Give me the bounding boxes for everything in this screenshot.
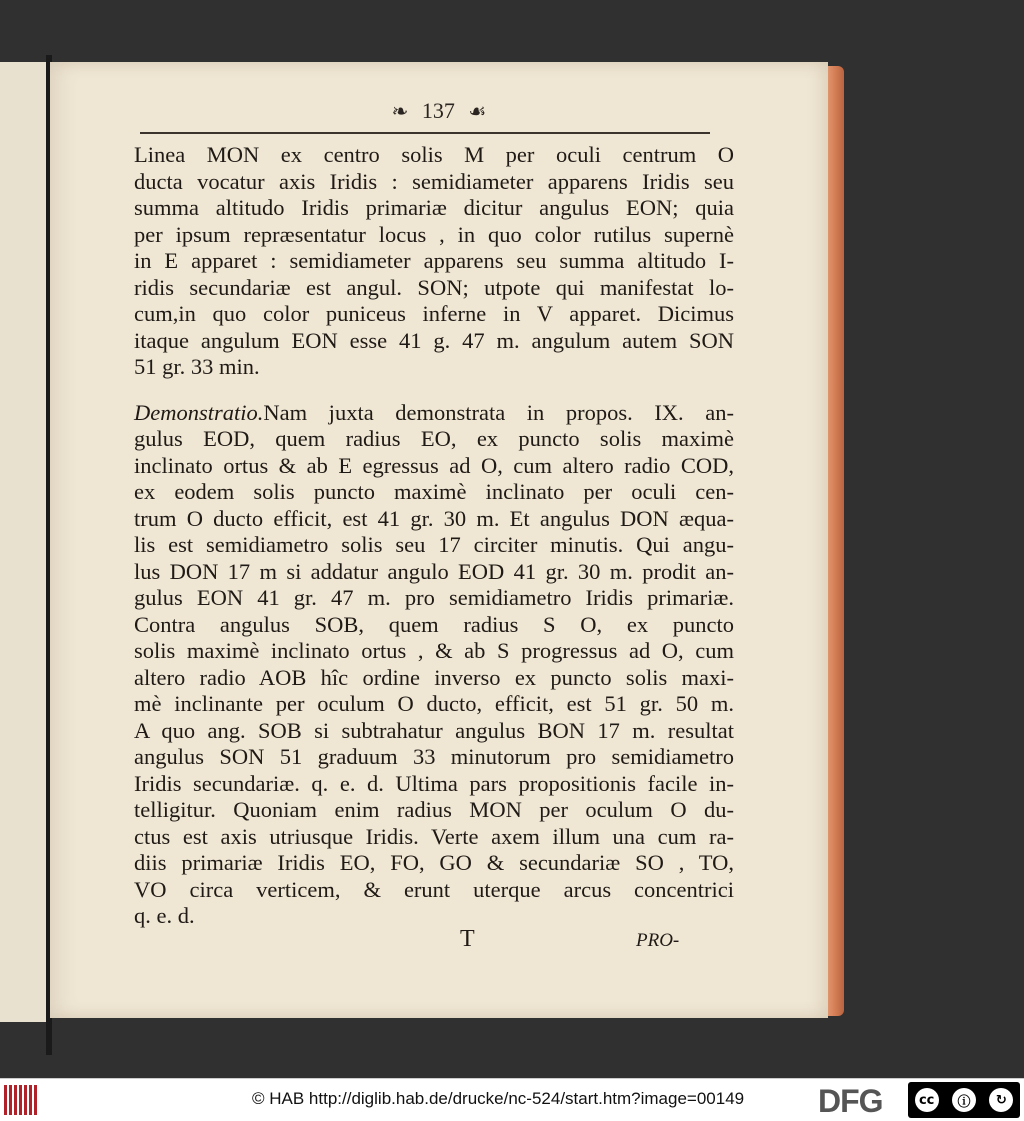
text-line: mè inclinante per oculum O ducto, efficit, est 51 gr. 50 m. [134, 691, 734, 716]
text-line: lus DON 17 m si addatur angulo EOD 41 gr. 30 m. prodit an- [134, 558, 734, 584]
text-line: ridis secundariæ est angul. SON; utpote qui manifestat lo- [134, 274, 734, 300]
text-line: cum,in quo color puniceus inferne in V apparet. Dicimus [134, 301, 734, 326]
text-line: inclinato ortus & ab E egressus ad O, cum altero radio COD, [134, 452, 734, 478]
page-header [50, 98, 828, 124]
header-rule [140, 132, 710, 134]
text-line: ex eodem solis puncto maximè inclinato per oculi cen- [134, 479, 734, 504]
text-line: Iridis secundariæ. q. e. d. Ultima pars propositionis facile in- [134, 770, 734, 796]
previous-page-edge [0, 62, 48, 1022]
text-line: summa altitudo Iridis primariæ dicitur angulus EON; quia [134, 195, 734, 220]
paragraph-2 [134, 426, 734, 930]
cc-icon: cc [915, 1088, 939, 1112]
paragraph-1 [134, 142, 734, 381]
text-line: ducta vocatur axis Iridis : semidiameter apparens Iridis seu [134, 168, 734, 194]
text-line: lis est semidiametro solis seu 17 circiter minutis. Qui angu- [134, 532, 734, 557]
text-line: q. e. d. [134, 903, 195, 928]
body-text [134, 142, 734, 930]
text-line: Contra angulus SOB, quem radius S O, ex puncto [134, 611, 734, 637]
demonstratio-label: Demonstratio. [134, 399, 264, 425]
dfg-logo: DFG [818, 1083, 883, 1119]
sa-icon: ↻ [989, 1088, 1013, 1112]
text-line: ctus est axis utriusque Iridis. Verte axem illum una cum ra- [134, 823, 734, 849]
ornament-left-icon: ❧ [391, 101, 409, 123]
text-line: trum O ducto efficit, est 41 gr. 30 m. Et angulus DON æqua- [134, 505, 734, 531]
demonstratio-text: Nam juxta demonstrata in propos. IX. an- [263, 399, 734, 425]
ornament-right-icon: ☙ [468, 101, 487, 123]
text-line: solis maximè inclinato ortus , & ab S progressus ad O, cum [134, 638, 734, 663]
text-line: per ipsum repræsentatur locus , in quo color rutilus supernè [134, 221, 734, 247]
text-line: A quo ang. SOB si subtrahatur angulus BON 17 m. resultat [134, 717, 734, 743]
hab-logo-icon [4, 1085, 40, 1115]
by-icon: ⓘ [952, 1088, 976, 1112]
text-line: Linea MON ex centro solis M per oculi centrum O [134, 142, 734, 167]
text-line: gulus EOD, quem radius EO, ex puncto solis maximè [134, 426, 734, 451]
text-line: diis primariæ Iridis EO, FO, GO & secundariæ SO , TO, [134, 850, 734, 875]
demonstratio-line [134, 400, 734, 427]
page-number: 137 [421, 98, 455, 123]
text-line: angulus SON 51 graduum 33 minutorum pro semidiametro [134, 744, 734, 769]
text-line: 51 gr. 33 min. [134, 354, 260, 379]
text-line: altero radio AOB hîc ordine inverso ex puncto solis maxi- [134, 664, 734, 690]
copyright-link[interactable]: © HAB http://diglib.hab.de/drucke/nc-524/start.htm?image=00149 [252, 1089, 745, 1108]
text-line: in E apparet : semidiameter apparens seu summa altitudo I- [134, 248, 734, 273]
paragraph-gap [134, 381, 734, 400]
viewer-footer [0, 1078, 1024, 1121]
text-line: VO circa verticem, & erunt uterque arcus concentrici [134, 876, 734, 902]
signature-mark: T [460, 926, 475, 952]
book-page [50, 62, 828, 1018]
cc-license-badge[interactable] [908, 1082, 1020, 1118]
text-line: telligitur. Quoniam enim radius MON per oculum O du- [134, 797, 734, 822]
catchword: PRO- [636, 930, 680, 951]
text-line: itaque angulum EON esse 41 g. 47 m. angulum autem SON [134, 327, 734, 353]
text-line: gulus EON 41 gr. 47 m. pro semidiametro Iridis primariæ. [134, 585, 734, 610]
